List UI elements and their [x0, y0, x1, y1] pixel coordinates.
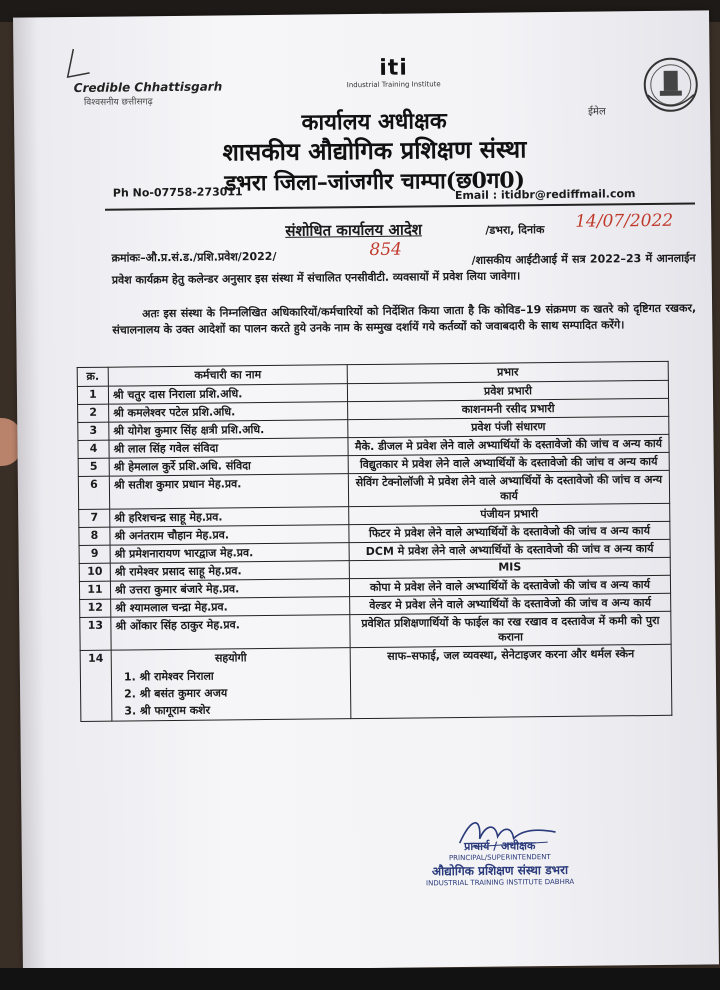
helper-name: 3. श्री फागूराम कशेर — [124, 703, 211, 718]
dateline: /डभरा, दिनांक — [485, 223, 545, 237]
table-row-helpers — [80, 644, 672, 721]
reference-number: क्रमांकः–औ.प्र.सं.ड./प्रशि.प्रवेश/2022/ — [111, 249, 277, 265]
row-serial: 2 — [78, 404, 109, 422]
row-employee-name: श्री उत्तरा कुमार बंजारे मेह.प्रव. — [110, 579, 349, 600]
row-duty: प्रवेश पंजी संधारण — [348, 416, 669, 437]
row-employee-name: श्री रामेश्वर प्रसाद साहू मेह.प्रव. — [110, 561, 349, 582]
row-serial: 3 — [78, 422, 109, 440]
document-page — [13, 10, 719, 971]
row-employee-name: श्री कमलेश्वर पटेल प्रशि.अधि. — [109, 402, 348, 423]
row-serial: 8 — [79, 527, 110, 545]
row-employee-name: श्री ओंकार सिंह ठाकुर मेह.प्रव. — [111, 615, 350, 651]
row-serial: 12 — [80, 599, 111, 617]
row-serial: 11 — [79, 581, 110, 599]
helper-title: सहयोगी — [214, 651, 247, 665]
row-serial: 6 — [78, 476, 109, 509]
row-employee-name: श्री हरिशचन्द्र साहू मेह.प्रव. — [110, 507, 349, 528]
photo-bottom-edge — [0, 968, 720, 990]
seal-line-2: PRINCIPAL/SUPERINTENDENT — [448, 853, 551, 863]
logo-text-english: Credible Chhattisgarh — [73, 79, 223, 96]
row-employee-name: श्री प्रमेशनारायण भारद्वाज मेह.प्रव. — [110, 543, 349, 564]
row-serial: 4 — [78, 440, 109, 458]
iti-logo-subtitle: Industrial Training Institute — [346, 80, 441, 90]
state-emblem-icon — [641, 54, 700, 125]
row-duty: प्रवेशित प्रशिक्षणार्थियों के फाईल का रख रखाव व दस्तावेज में कमी को पुरा कराना — [350, 611, 671, 647]
staff-duty-table — [77, 361, 673, 722]
order-paragraph-1: /शासकीय आईटीआई में सत्र 2022–23 में आनलाईन प्रवेश कार्यक्रम हेतु कलेन्डर अनुसार इस संस्था में संचालित एनसीवीटी. व्यवसायों में प्रवेश लिया जावेगा। — [111, 251, 696, 287]
row-duty: सेविंग टेक्नोलॉजी मे प्रवेश लेने वाले अभ्यार्थियों के दस्तावेजो की जांच व अन्य कार्य — [348, 470, 669, 506]
row-employee-name: श्री श्यामलाल चन्द्रा मेह.प्रव. — [111, 597, 350, 618]
row-serial: 9 — [79, 545, 110, 563]
helper-names-cell — [111, 648, 351, 721]
row-employee-name: श्री योगेश कुमार सिंह क्षत्री प्रशि.अधि. — [109, 420, 348, 441]
row-employee-name: श्री हेमलाल कुर्रे प्रशि.अधि. संविदा — [109, 456, 348, 477]
email-address: Email : itidbr@rediffmail.com — [454, 187, 636, 203]
handwritten-number: 854 — [369, 239, 403, 260]
row-duty: पंजीयन प्रभारी — [349, 503, 670, 524]
row-employee-name: श्री अनंतराम चौहान मेह.प्रव. — [110, 525, 349, 546]
row-duty: DCM मे प्रवेश लेने वाले अभ्यार्थियों के दस्तावेजो की जांच व अन्य कार्य — [349, 539, 670, 560]
row-duty: प्रवेश प्रभारी — [347, 380, 668, 401]
seal-line-4: INDUSTRIAL TRAINING INSTITUTE DABHRA — [425, 877, 575, 888]
row-duty: साफ–सफाई, जल व्यवस्था, सेनेटाइजर करना और थर्मल स्केन — [350, 644, 672, 718]
row-serial: 5 — [78, 458, 109, 476]
row-serial: 7 — [79, 509, 110, 527]
page-shadow — [13, 17, 47, 977]
row-duty: फिटर मे प्रवेश लेने वाले अभ्यार्थियों के दस्तावेजो की जांच व अन्य कार्य — [349, 521, 670, 542]
handwritten-date: 14/07/2022 — [575, 210, 674, 232]
header-employee-name: कर्मचारी का नाम — [108, 365, 347, 387]
header-serial: क्र. — [77, 367, 108, 386]
logo-text-hindi: विश्वसनीय छत्तीसगढ़ — [83, 97, 153, 108]
email-label: ईमेल — [587, 106, 606, 118]
helper-name: 1. श्री रामेश्वर निराला — [123, 669, 214, 684]
order-title: संशोधित कार्यालय आदेश — [285, 220, 423, 240]
row-serial: 13 — [80, 617, 111, 650]
row-employee-name: श्री लाल सिंह गवेल संविदा — [109, 438, 348, 459]
header-divider — [105, 203, 695, 211]
row-serial: 14 — [80, 650, 112, 721]
row-duty: काशनमनी रसीद प्रभारी — [348, 398, 669, 419]
institute-location: डभरा जिला–जांजगीर चाम्पा(छ0ग0) — [224, 167, 526, 197]
row-duty: MIS — [349, 557, 670, 578]
seal-line-3: औद्योगिक प्रशिक्षण संस्था डभरा — [431, 862, 569, 879]
helper-name: 2. श्री बसंत कुमार अजय — [124, 686, 228, 701]
institute-name: शासकीय औद्योगिक प्रशिक्षण संस्था — [222, 134, 527, 167]
iti-logo — [343, 55, 443, 89]
credible-chhattisgarh-logo — [74, 79, 224, 108]
row-duty: मैके. डीजल मे प्रवेश लेने वाले अभ्यार्थियों के दस्तावेजो की जांच व अन्य कार्य — [348, 434, 669, 455]
order-paragraph-2: अतः इस संस्था के निम्नलिखित अधिकारियों/कर्मचारियों को निर्देशित किया जाता है कि कोविड–19 संक्रमण क खतरे को दृष्टिगत रखकर, संचालनालय के उक्त आदेशों का पालन करते हुये उनके नाम के सम्मुख दर्शायें गये कर्तव्यों को जवाबदारी के साथ सम्पादित करेंगे। — [112, 301, 697, 337]
row-duty: वेल्डर मे प्रवेश लेने वाले अभ्यार्थियों के दस्तावेजो की जांच व अन्य कार्य — [350, 593, 671, 614]
office-title: कार्यालय अधीक्षक — [301, 108, 447, 136]
row-duty: कोपा मे प्रवेश लेने वाले अभ्यार्थियों के दस्तावेजो की जांच व अन्य कार्य — [349, 575, 670, 596]
pen-mark — [63, 47, 91, 81]
seal-line-1: प्राचार्य / अधीक्षक — [463, 839, 536, 853]
row-serial: 1 — [77, 386, 108, 404]
row-duty: विद्युतकार मे प्रवेश लेने वाले अभ्यार्थियों के दस्तावेजो की जांच व अन्य कार्य — [348, 452, 669, 473]
iti-logo-mark: iti — [379, 55, 409, 81]
row-employee-name: श्री चतुर दास निराला प्रशि.अधि. — [108, 384, 347, 405]
office-seal — [400, 838, 601, 902]
row-employee-name: श्री सतीश कुमार प्रधान मेह.प्रव. — [109, 474, 348, 510]
header-charge: प्रभार — [347, 361, 668, 383]
row-serial: 10 — [79, 563, 110, 581]
phone-number: Ph No-07758-273011 — [112, 185, 243, 200]
